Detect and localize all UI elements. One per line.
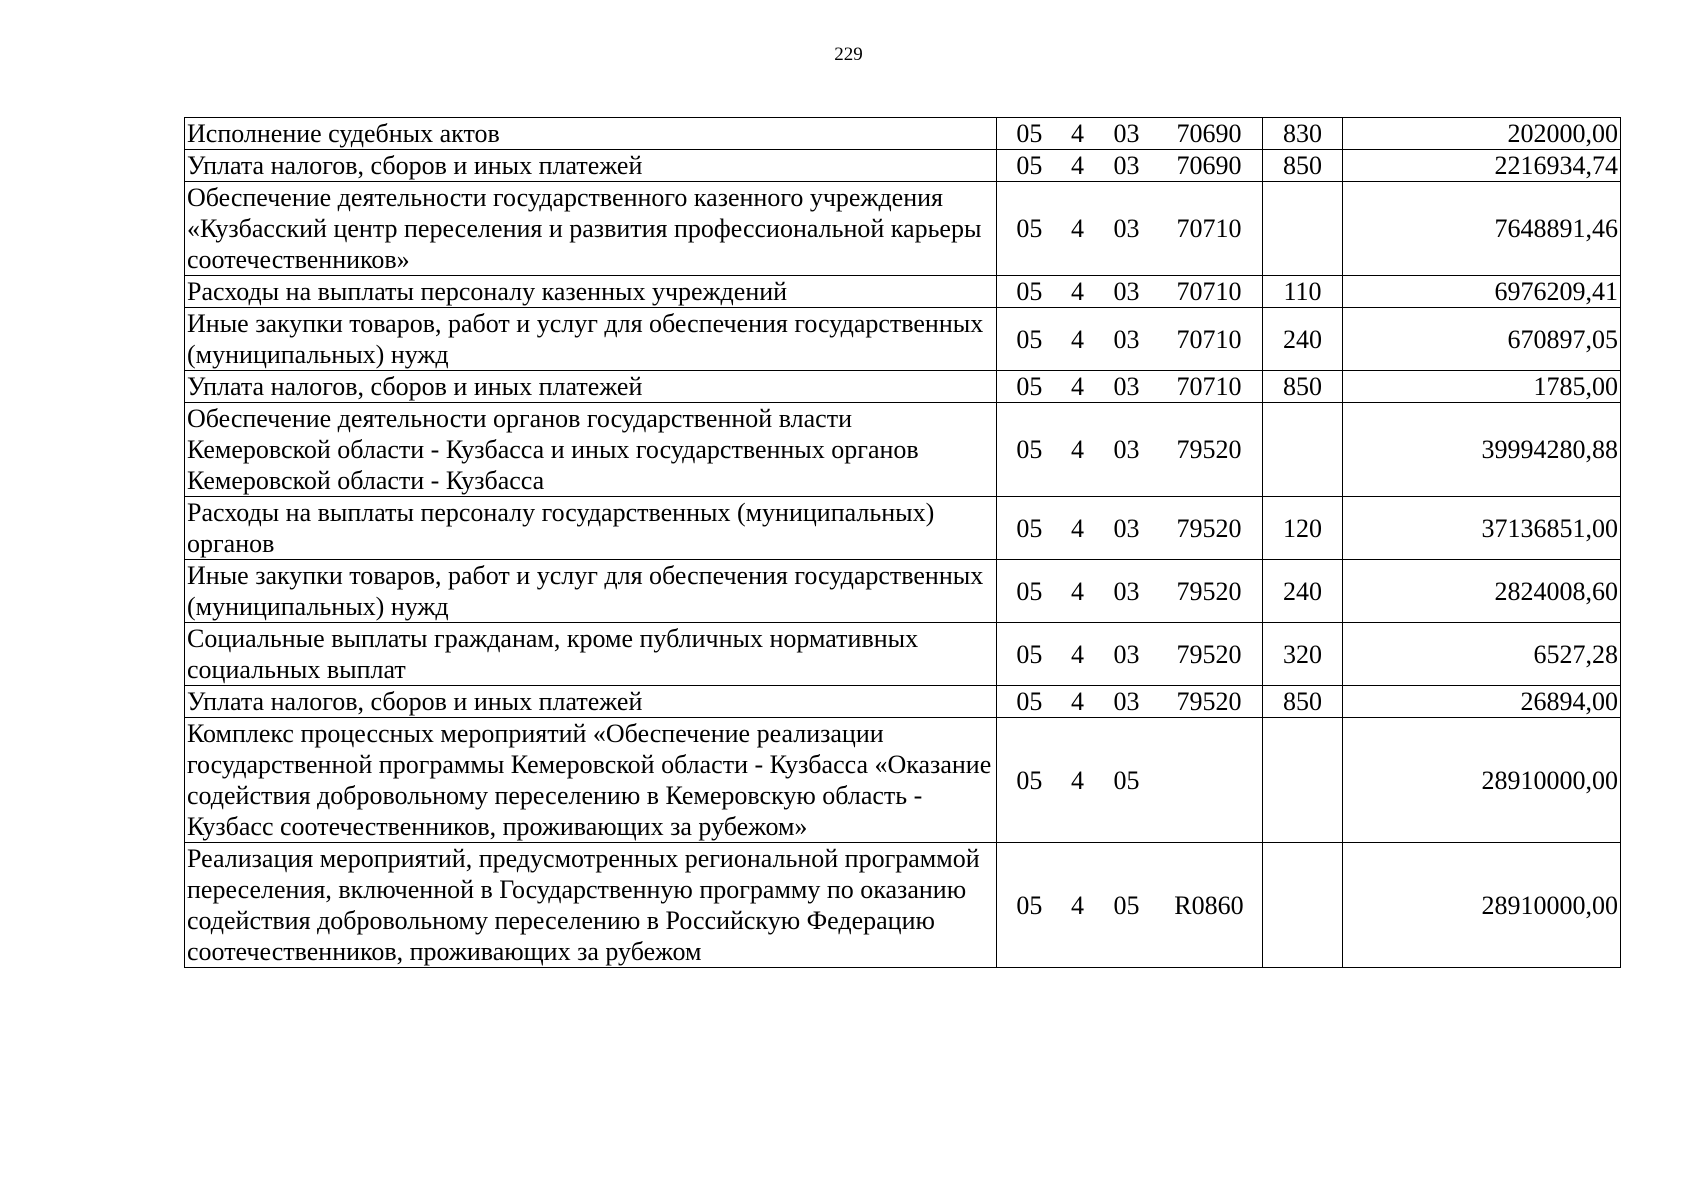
section-code: 05: [1016, 324, 1043, 354]
row-name: Расходы на выплаты персоналу казенных учреждений: [185, 276, 997, 308]
row-amount: 7648891,46: [1343, 182, 1621, 276]
table-row: [185, 150, 1621, 182]
row-amount: 39994280,88: [1343, 403, 1621, 497]
program-code: 4: [1070, 890, 1084, 920]
row-amount: 37136851,00: [1343, 497, 1621, 560]
expense-type-code: 850: [1263, 371, 1343, 403]
section-code: 05: [1016, 372, 1043, 401]
expense-type-code: 120: [1263, 497, 1343, 560]
row-name: Комплекс процессных мероприятий «Обеспечение реализации государственной программы Кемеровской области - Кузбасса «Оказание содействия добровольному переселению в Кемеровскую область - Кузбасс соотечественников, проживающих за рубежом»: [185, 718, 997, 843]
row-name: Реализация мероприятий, предусмотренных региональной программой переселения, включенной в Государственную программу по оказанию содействия добровольному переселению в Российскую Федерацию соотечественников, проживающих за рубежом: [185, 843, 997, 968]
article-code: 79520: [1176, 435, 1242, 464]
row-codes: [997, 403, 1263, 497]
program-code: 4: [1070, 119, 1084, 148]
row-name: Социальные выплаты гражданам, кроме публичных нормативных социальных выплат: [185, 623, 997, 686]
section-code: 05: [1016, 890, 1043, 920]
table-row: [185, 497, 1621, 560]
expense-type-code: [1263, 403, 1343, 497]
row-name: Иные закупки товаров, работ и услуг для обеспечения государственных (муниципальных) нужд: [185, 308, 997, 371]
row-codes: [997, 118, 1263, 150]
section-code: 05: [1016, 151, 1043, 180]
row-codes: [997, 276, 1263, 308]
program-code: 4: [1070, 576, 1084, 606]
expense-type-code: 240: [1263, 560, 1343, 623]
section-code: 05: [1016, 277, 1043, 306]
subprogram-code: 03: [1113, 576, 1140, 606]
row-amount: 1785,00: [1343, 371, 1621, 403]
row-amount: 6527,28: [1343, 623, 1621, 686]
section-code: 05: [1016, 119, 1043, 148]
section-code: 05: [1016, 214, 1043, 243]
row-amount: 2824008,60: [1343, 560, 1621, 623]
table-row: [185, 276, 1621, 308]
budget-table: [184, 117, 1621, 968]
subprogram-code: 05: [1113, 765, 1140, 795]
subprogram-code: 03: [1113, 324, 1140, 354]
article-code: 79520: [1176, 513, 1242, 543]
expense-type-code: 240: [1263, 308, 1343, 371]
row-name: Иные закупки товаров, работ и услуг для обеспечения государственных (муниципальных) нужд: [185, 560, 997, 623]
section-code: 05: [1016, 687, 1043, 716]
program-code: 4: [1070, 372, 1084, 401]
expense-type-code: [1263, 718, 1343, 843]
expense-type-code: 850: [1263, 686, 1343, 718]
row-amount: 6976209,41: [1343, 276, 1621, 308]
program-code: 4: [1070, 435, 1084, 464]
subprogram-code: 03: [1113, 372, 1140, 401]
table-row: [185, 560, 1621, 623]
table-row: [185, 371, 1621, 403]
budget-table-body: [185, 118, 1621, 968]
row-amount: 670897,05: [1343, 308, 1621, 371]
expense-type-code: 110: [1263, 276, 1343, 308]
table-row: [185, 182, 1621, 276]
expense-type-code: [1263, 182, 1343, 276]
article-code: 79520: [1176, 639, 1242, 669]
row-name: Расходы на выплаты персоналу государственных (муниципальных) органов: [185, 497, 997, 560]
row-codes: [997, 150, 1263, 182]
subprogram-code: 03: [1113, 435, 1140, 464]
program-code: 4: [1070, 324, 1084, 354]
article-code: 70690: [1176, 151, 1242, 180]
section-code: 05: [1016, 765, 1043, 795]
subprogram-code: 03: [1113, 151, 1140, 180]
section-code: 05: [1016, 513, 1043, 543]
table-row: [185, 718, 1621, 843]
program-code: 4: [1070, 277, 1084, 306]
article-code: 79520: [1176, 687, 1242, 716]
expense-type-code: 830: [1263, 118, 1343, 150]
subprogram-code: 03: [1113, 687, 1140, 716]
subprogram-code: 03: [1113, 639, 1140, 669]
row-codes: [997, 182, 1263, 276]
row-codes: [997, 371, 1263, 403]
table-row: [185, 308, 1621, 371]
section-code: 05: [1016, 576, 1043, 606]
subprogram-code: 03: [1113, 214, 1140, 243]
row-codes: [997, 843, 1263, 968]
row-codes: [997, 718, 1263, 843]
article-code: 70690: [1176, 119, 1242, 148]
article-code: 70710: [1176, 324, 1242, 354]
row-codes: [997, 308, 1263, 371]
table-row: [185, 623, 1621, 686]
article-code: 70710: [1176, 372, 1242, 401]
row-name: Уплата налогов, сборов и иных платежей: [185, 686, 997, 718]
program-code: 4: [1070, 151, 1084, 180]
row-amount: 28910000,00: [1343, 718, 1621, 843]
row-amount: 202000,00: [1343, 118, 1621, 150]
row-codes: [997, 497, 1263, 560]
expense-type-code: 320: [1263, 623, 1343, 686]
subprogram-code: 03: [1113, 277, 1140, 306]
row-codes: [997, 623, 1263, 686]
row-codes: [997, 686, 1263, 718]
table-row: [185, 686, 1621, 718]
program-code: 4: [1070, 765, 1084, 795]
row-codes: [997, 560, 1263, 623]
row-name: Уплата налогов, сборов и иных платежей: [185, 150, 997, 182]
program-code: 4: [1070, 214, 1084, 243]
row-amount: 28910000,00: [1343, 843, 1621, 968]
row-name: Обеспечение деятельности органов государственной власти Кемеровской области - Кузбасса и иных государственных органов Кемеровской области - Кузбасса: [185, 403, 997, 497]
expense-type-code: 850: [1263, 150, 1343, 182]
subprogram-code: 03: [1113, 513, 1140, 543]
table-row: [185, 118, 1621, 150]
row-name: Уплата налогов, сборов и иных платежей: [185, 371, 997, 403]
page-number: 229: [834, 44, 863, 65]
section-code: 05: [1016, 435, 1043, 464]
section-code: 05: [1016, 639, 1043, 669]
row-amount: 26894,00: [1343, 686, 1621, 718]
program-code: 4: [1070, 513, 1084, 543]
subprogram-code: 05: [1113, 890, 1140, 920]
row-amount: 2216934,74: [1343, 150, 1621, 182]
article-code: 79520: [1176, 576, 1242, 606]
row-name: Обеспечение деятельности государственного казенного учреждения «Кузбасский центр переселения и развития профессиональной карьеры соотечественников»: [185, 182, 997, 276]
article-code: 70710: [1176, 214, 1242, 243]
program-code: 4: [1070, 687, 1084, 716]
expense-type-code: [1263, 843, 1343, 968]
table-row: [185, 403, 1621, 497]
article-code: 70710: [1176, 277, 1242, 306]
article-code: R0860: [1174, 890, 1244, 920]
row-name: Исполнение судебных актов: [185, 118, 997, 150]
subprogram-code: 03: [1113, 119, 1140, 148]
program-code: 4: [1070, 639, 1084, 669]
table-row: [185, 843, 1621, 968]
